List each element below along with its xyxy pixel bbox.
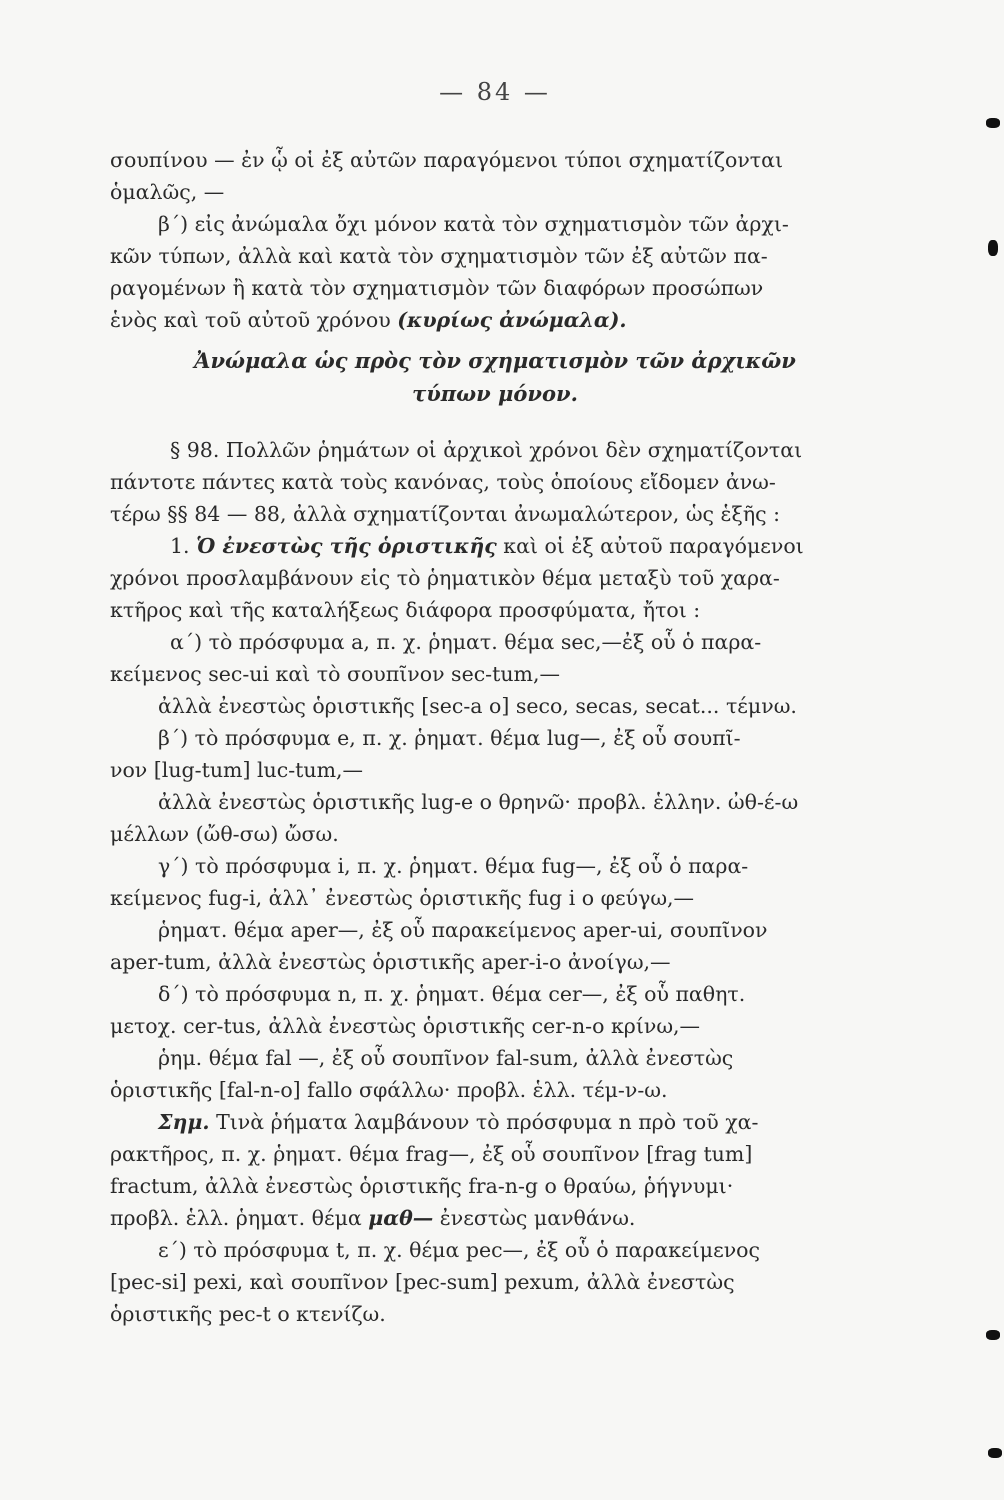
text-fragment: προβλ. ἑλλ. ῥηματ. θέμα [110,1206,362,1230]
text-line: γ΄) τὸ πρόσφυμα i, π. χ. ῥηματ. θέμα fug—, ἐξ οὗ ὁ παρα- [158,854,749,878]
note-line [110,1106,880,1138]
text-line: νον [lug-tum] luc-tum,— [110,758,364,782]
text-line: σουπίνου — ἐν ᾧ οἱ ἐξ αὐτῶν παραγόμενοι τύποι σχηματίζονται [110,148,784,172]
text-line: ὁμαλῶς, — [110,180,225,204]
text-line: ε΄) τὸ πρόσφυμα t, π. χ. θέμα pec—, ἐξ οὗ ὁ παρακείμενος [158,1238,760,1262]
text-line: ῥημ. θέμα fal —, ἐξ οὗ σουπῖνον fal-sum, ἀλλὰ ἐνεστὼς [158,1046,734,1070]
text-line: § 98. Πολλῶν ῥημάτων οἱ ἀρχικοὶ χρόνοι δὲν σχηματίζονται [170,438,803,462]
heading-line-1: Ἀνώμαλα ὡς πρὸς τὸν σχηματισμὸν τῶν ἀρχικῶν [194,348,796,373]
text-line: κτῆρος καὶ τῆς καταλήξεως διάφορα προσφύματα, ἤτοι : [110,598,701,622]
text-line: μέλλων (ὤθ-σω) ὤσω. [110,822,339,846]
item-number: 1. [170,534,190,558]
margin-ink-mark [986,1330,1000,1340]
text-line: β΄) τὸ πρόσφυμα e, π. χ. ῥηματ. θέμα lug—, ἐξ οὗ σουπῖ- [158,726,741,750]
text-line: μετοχ. cer-tus, ἀλλὰ ἐνεστὼς ὁριστικῆς cer-n-o κρίνω,— [110,1014,701,1038]
text-line: ὁριστικῆς [fal-n-o] fallo σφάλλω· προβλ. ἑλλ. τέμ-ν-ω. [110,1078,668,1102]
text-fragment: καὶ οἱ ἐξ αὐτοῦ παραγόμενοι [503,534,804,558]
text-fragment: Τινὰ ῥήματα λαμβάνουν τὸ πρόσφυμα n πρὸ τοῦ χα- [216,1110,759,1134]
text-line: ἀλλὰ ἐνεστὼς ὁριστικῆς [sec-a o] seco, secas, secat... τέμνω. [158,694,797,718]
margin-ink-mark [988,240,998,256]
text-line [110,304,880,336]
text-line: ραγομένων ἢ κατὰ τὸν σχηματισμὸν τῶν διαφόρων προσώπων [110,276,764,300]
emphasis-text: Ὁ ἐνεστὼς τῆς ὁριστικῆς [196,534,497,558]
text-line: χρόνοι προσλαμβάνουν εἰς τὸ ῥηματικὸν θέμα μεταξὺ τοῦ χαρα- [110,566,780,590]
emphasis-text: (κυρίως ἀνώμαλα). [397,308,627,332]
text-line: aper-tum, ἀλλὰ ἐνεστὼς ὁριστικῆς aper-i-o ἀνοίγω,— [110,950,671,974]
text-fragment: ἐνεστὼς μανθάνω. [439,1206,636,1230]
text-line: ἀλλὰ ἐνεστὼς ὁριστικῆς lug-e o θρηνῶ· προβλ. ἑλλην. ὠθ-έ-ω [158,790,799,814]
text-line: δ΄) τὸ πρόσφυμα n, π. χ. ῥηματ. θέμα cer—, ἐξ οὗ παθητ. [158,982,746,1006]
page [110,78,880,1330]
text-fragment: ἑνὸς καὶ τοῦ αὐτοῦ χρόνου [110,308,391,332]
text-line: κῶν τύπων, ἀλλὰ καὶ κατὰ τὸν σχηματισμὸν τῶν ἐξ αὐτῶν πα- [110,244,768,268]
text-line: ρακτῆρος, π. χ. ῥηματ. θέμα frag—, ἐξ οὗ σουπῖνον [frag tum] [110,1142,753,1166]
list-item-1 [110,530,880,562]
text-line: πάντοτε πάντες κατὰ τοὺς κανόνας, τοὺς ὁποίους εἴδομεν ἀνω- [110,470,776,494]
page-number: — 84 — [439,78,551,106]
section-heading [110,344,880,410]
emphasis-text: μαθ— [368,1206,434,1230]
text-line: κείμενος sec-ui καὶ τὸ σουπῖνον sec-tum,— [110,662,561,686]
note-label: Σημ. [158,1110,210,1134]
text-line: β΄) εἰς ἀνώμαλα ὄχι μόνον κατὰ τὸν σχηματισμὸν τῶν ἀρχι- [158,212,789,236]
text-line: τέρω §§ 84 — 88, ἀλλὰ σχηματίζονται ἀνωμαλώτερον, ὡς ἑξῆς : [110,502,781,526]
text-line: ῥηματ. θέμα aper—, ἐξ οὗ παρακείμενος aper-ui, σουπῖνον [158,918,768,942]
text-line: κείμενος fug-i, ἀλλ᾿ ἐνεστὼς ὁριστικῆς fug i o φεύγω,— [110,886,695,910]
text-line: α΄) τὸ πρόσφυμα a, π. χ. ῥηματ. θέμα sec,—ἐξ οὗ ὁ παρα- [170,630,762,654]
margin-ink-mark [986,118,1000,128]
text-line [110,1202,880,1234]
text-line: ὁριστικῆς pec-t o κτενίζω. [110,1302,386,1326]
text-line: [pec-si] pexi, καὶ σουπῖνον [pec-sum] pexum, ἀλλὰ ἐνεστὼς [110,1270,735,1294]
heading-line-2: τύπων μόνον. [412,381,578,406]
margin-ink-mark [988,1448,1002,1458]
text-line: fractum, ἀλλὰ ἐνεστὼς ὁριστικῆς fra-n-g o θραύω, ῥήγνυμι· [110,1174,734,1198]
